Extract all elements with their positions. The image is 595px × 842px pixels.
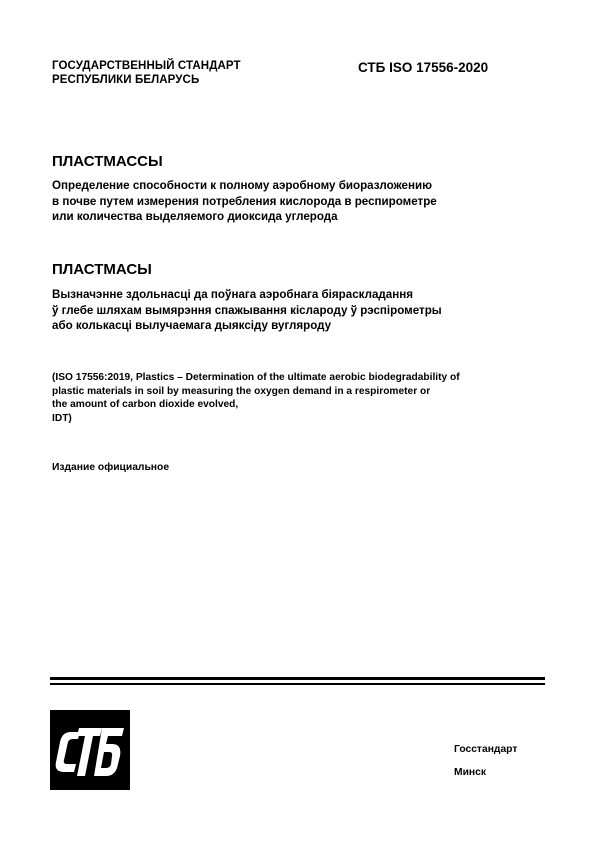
stb-logo-icon: [50, 710, 130, 790]
standard-designation: СТБ ISO 17556-2020: [358, 60, 489, 75]
divider-thin: [50, 683, 545, 685]
publisher-city: Минск: [454, 767, 487, 778]
header-standard-title: [52, 59, 241, 87]
iso-reference-line-2: plastic materials in soil by measuring the oxygen demand in a respirometer or: [52, 385, 431, 397]
title-ru-main: ПЛАСТМАССЫ: [52, 153, 163, 170]
header-line-2: РЕСПУБЛИКИ БЕЛАРУСЬ: [52, 74, 200, 86]
subtitle-ru-line-2: в почве путем измерения потребления кислорода в респирометре: [52, 194, 437, 208]
iso-reference-line-1: (ISO 17556:2019, Plastics – Determination of the ultimate aerobic biodegradability of: [52, 372, 460, 383]
subtitle-ru: [52, 178, 562, 225]
iso-reference-line-3: the amount of carbon dioxide evolved,: [52, 399, 239, 411]
subtitle-be-line-1: Вызначэнне здольнасці да поўнага аэробнага біяраскладання: [52, 288, 413, 301]
title-be-main: ПЛАСТМАСЫ: [52, 261, 152, 278]
divider-thick: [50, 677, 545, 680]
subtitle-be-line-2: ў глебе шляхам вымярэння спажывання кіслароду ў рэспірометры: [52, 303, 442, 317]
edition-note: Издание официальное: [52, 462, 170, 473]
iso-reference: [52, 371, 552, 425]
subtitle-be: [52, 287, 562, 334]
header-line-1: ГОСУДАРСТВЕННЫЙ СТАНДАРТ: [52, 60, 241, 72]
subtitle-ru-line-3: или количества выделяемого диоксида углерода: [52, 210, 338, 223]
subtitle-be-line-3: або колькасці вылучаемага дыяксіду вугляроду: [52, 319, 332, 332]
publisher-org: Госстандарт: [454, 744, 518, 755]
subtitle-ru-line-1: Определение способности к полному аэробному биоразложению: [52, 179, 433, 192]
iso-reference-line-4: IDT): [52, 412, 72, 424]
